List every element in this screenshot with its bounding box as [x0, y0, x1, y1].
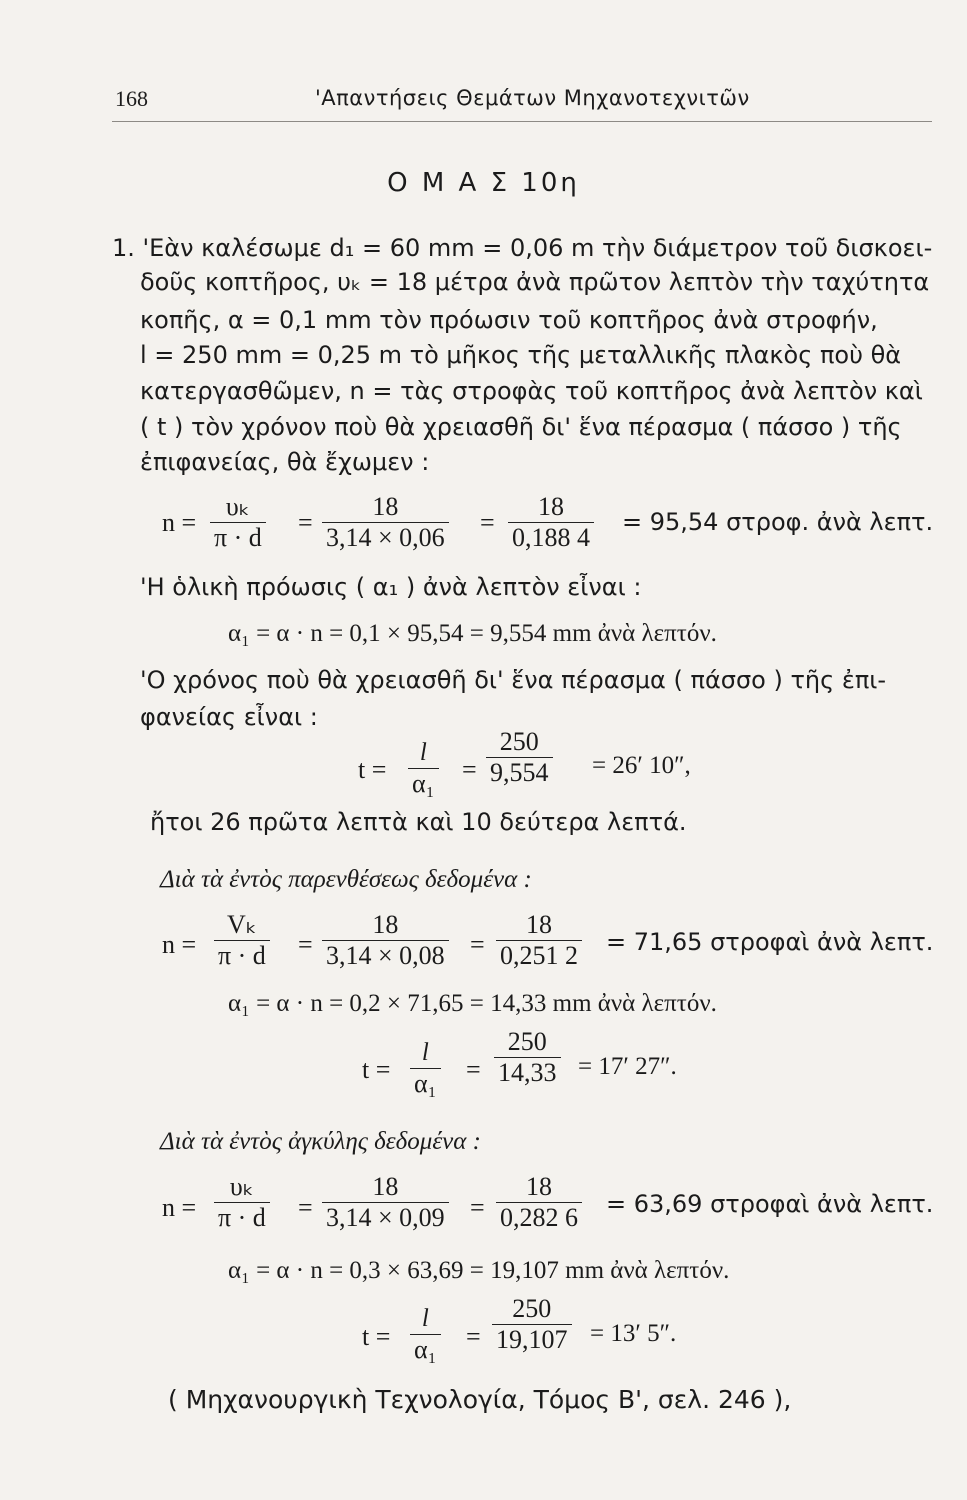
- eq-result: = 95,54 στροφ. ἀνὰ λεπτ.: [622, 508, 934, 536]
- fraction-denominator: 14,33: [498, 1058, 557, 1087]
- fraction-denominator: π · d: [214, 523, 262, 552]
- eq-result: = 63,69 στροφαὶ ἀνὰ λεπτ.: [606, 1190, 934, 1218]
- fraction-denominator: 9,554: [490, 758, 549, 787]
- fraction-denominator: α₁: [414, 1335, 437, 1364]
- equals-sign: =: [298, 508, 313, 537]
- eq-result: = 17′ 27″.: [578, 1053, 677, 1080]
- fraction: [492, 1294, 572, 1355]
- eq-lhs: n =: [162, 930, 197, 959]
- fraction-denominator: α₁: [412, 769, 435, 798]
- fraction-numerator: 250: [494, 1027, 561, 1058]
- intro-line-2: δοῦς κοπτῆρος, υₖ = 18 μέτρα ἀνὰ πρῶτον λεπτὸν τὴν ταχύτητα: [140, 268, 930, 296]
- fraction-numerator: Vₖ: [214, 910, 270, 941]
- equation-feed-2: α₁ = α · n = 0,2 × 71,65 = 14,33 mm ἀνὰ λεπτόν.: [228, 990, 717, 1017]
- fraction-numerator: 250: [486, 727, 553, 758]
- section-heading-brackets: Διὰ τὰ ἐντὸς ἀγκύλης δεδομένα :: [160, 1128, 481, 1155]
- equation-feed-3: α₁ = α · n = 0,3 × 63,69 = 19,107 mm ἀνὰ λεπτόν.: [228, 1257, 730, 1284]
- total-feed-text: 'Η ὁλικὴ πρόωσις ( α₁ ) ἀνὰ λεπτὸν εἶναι :: [140, 573, 642, 601]
- fraction: [486, 727, 553, 788]
- fraction-denominator: 19,107: [496, 1325, 568, 1354]
- fraction-denominator: 0,188 4: [512, 523, 590, 552]
- fraction: [210, 492, 266, 553]
- equals-sign: =: [466, 1055, 481, 1084]
- fraction-denominator: π · d: [218, 941, 266, 970]
- fraction: [494, 1027, 561, 1088]
- reference-citation: ( Μηχανουργικὴ Τεχνολογία, Τόμος Β', σελ. 246 ),: [168, 1385, 792, 1414]
- time-text-line-2: φανείας εἶναι :: [140, 703, 318, 731]
- section-heading-parentheses: Διὰ τὰ ἐντὸς παρενθέσεως δεδομένα :: [160, 866, 532, 893]
- fraction-numerator: υₖ: [210, 492, 266, 523]
- fraction: [322, 492, 449, 553]
- intro-line-5: κατεργασθῶμεν, n = τὰς στροφὰς τοῦ κοπτῆρος ἀνὰ λεπτὸν καὶ: [140, 377, 923, 405]
- fraction-numerator: 18: [322, 1172, 449, 1203]
- equation-feed-1: α₁ = α · n = 0,1 × 95,54 = 9,554 mm ἀνὰ λεπτόν.: [228, 620, 717, 647]
- fraction-numerator: l: [408, 738, 439, 769]
- eq-lhs: t =: [362, 1322, 391, 1351]
- equals-sign: =: [298, 1193, 313, 1222]
- eq-lhs: n =: [162, 508, 197, 537]
- time-text-line-1: 'Ο χρόνος ποὺ θὰ χρειασθῆ δι' ἕνα πέρασμα ( πάσσο ) τῆς ἐπι-: [140, 666, 887, 694]
- fraction-numerator: 250: [492, 1294, 572, 1325]
- equals-sign: =: [462, 755, 477, 784]
- equals-sign: =: [470, 930, 485, 959]
- fraction-denominator: α₁: [414, 1069, 437, 1098]
- intro-line-6: ( t ) τὸν χρόνον ποὺ θὰ χρειασθῆ δι' ἕνα πέρασμα ( πάσσο ) τῆς: [140, 413, 902, 441]
- equals-sign: =: [466, 1322, 481, 1351]
- fraction-denominator: 3,14 × 0,08: [326, 941, 445, 970]
- intro-line-4: l = 250 mm = 0,25 m τὸ μῆκος τῆς μεταλλικῆς πλακὸς ποὺ θὰ: [140, 341, 902, 369]
- fraction-numerator: 18: [496, 910, 582, 941]
- fraction-denominator: 3,14 × 0,06: [326, 523, 445, 552]
- equals-sign: =: [470, 1193, 485, 1222]
- intro-line-7: ἐπιφανείας, θὰ ἔχωμεν :: [140, 448, 430, 476]
- eq-result: = 71,65 στροφαὶ ἀνὰ λεπτ.: [606, 928, 934, 956]
- fraction: [410, 1038, 441, 1099]
- intro-line-3: κοπῆς, α = 0,1 mm τὸν πρόωσιν τοῦ κοπτῆρος ἀνὰ στροφήν,: [140, 306, 878, 334]
- fraction: [508, 492, 594, 553]
- fraction: [214, 910, 270, 971]
- minutes-text: ἤτοι 26 πρῶτα λεπτὰ καὶ 10 δεύτερα λεπτά.: [150, 808, 687, 836]
- eq-result: = 26′ 10″,: [592, 752, 691, 779]
- fraction-denominator: 0,251 2: [500, 941, 578, 970]
- fraction: [322, 1172, 449, 1233]
- eq-result: = 13′ 5″.: [590, 1320, 677, 1347]
- fraction-denominator: 3,14 × 0,09: [326, 1203, 445, 1232]
- fraction-numerator: l: [410, 1304, 441, 1335]
- equals-sign: =: [298, 930, 313, 959]
- running-title: 'Απαντήσεις Θεμάτων Μηχανοτεχνιτῶν: [315, 86, 750, 110]
- fraction: [214, 1172, 270, 1233]
- page-number: 168: [115, 86, 148, 111]
- fraction-denominator: 0,282 6: [500, 1203, 578, 1232]
- eq-lhs: t =: [358, 755, 387, 784]
- fraction-numerator: 18: [322, 492, 449, 523]
- fraction: [496, 1172, 582, 1233]
- fraction: [410, 1304, 441, 1365]
- fraction-numerator: υₖ: [214, 1172, 270, 1203]
- fraction-numerator: 18: [496, 1172, 582, 1203]
- intro-line-1: 1. 'Εὰν καλέσωμε d₁ = 60 mm = 0,06 m τὴν διάμετρον τοῦ δισκοει-: [112, 234, 933, 262]
- header-rule: [112, 121, 932, 122]
- fraction: [408, 738, 439, 799]
- fraction: [496, 910, 582, 971]
- eq-lhs: n =: [162, 1193, 197, 1222]
- fraction-denominator: π · d: [218, 1203, 266, 1232]
- group-title: Ο Μ Α Σ 10η: [387, 168, 580, 198]
- fraction-numerator: 18: [508, 492, 594, 523]
- equals-sign: =: [480, 508, 495, 537]
- fraction-numerator: 18: [322, 910, 449, 941]
- fraction-numerator: l: [410, 1038, 441, 1069]
- eq-lhs: t =: [362, 1055, 391, 1084]
- fraction: [322, 910, 449, 971]
